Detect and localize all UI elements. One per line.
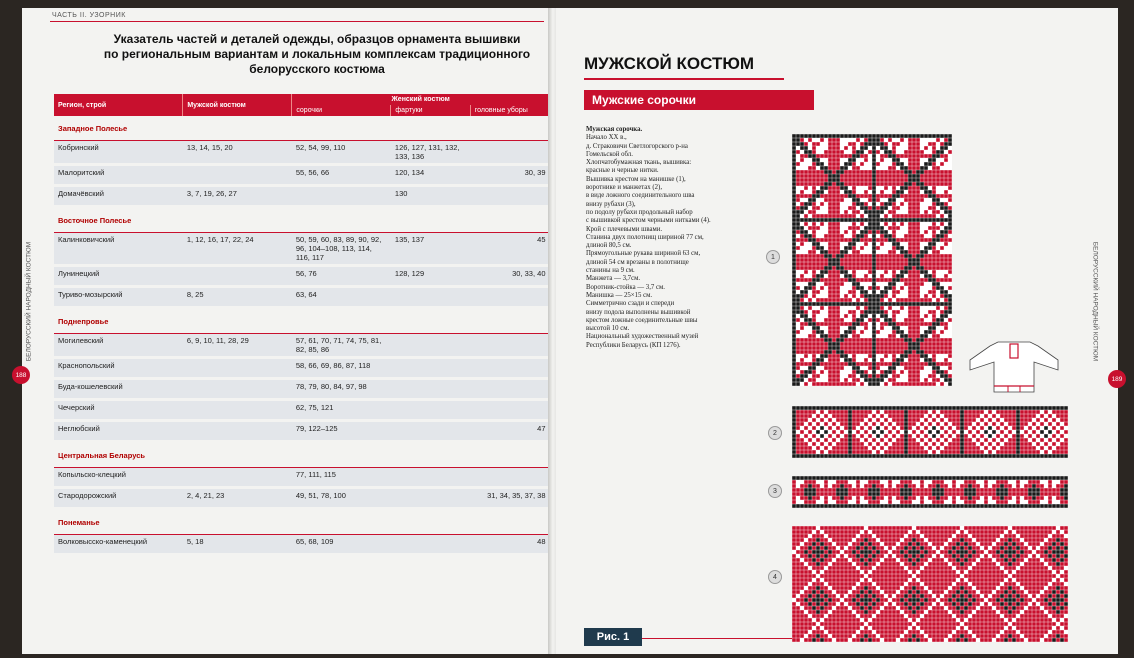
description-line: воротнике и манжетах (2), <box>586 184 663 192</box>
cell-shirts: 77, 111, 115 <box>292 468 391 488</box>
cell-locality: Чечерский <box>54 400 183 421</box>
header-region: Регион, строй <box>54 94 183 116</box>
description-line: Крой с плечевыми швами. <box>586 225 663 233</box>
description-heading: Мужская сорочка. <box>586 126 643 133</box>
cell-locality: Краснопольский <box>54 358 183 379</box>
title-rule <box>584 78 784 80</box>
left-page <box>15 8 552 654</box>
cell-shirts: 50, 59, 60, 83, 89, 90, 92, 96, 104–108, 113, 114, 116, 117 <box>292 233 391 266</box>
cell-aprons <box>391 358 470 379</box>
embroidery-pattern-4 <box>792 526 1070 644</box>
cell-aprons <box>391 287 470 308</box>
table-row <box>54 233 550 266</box>
cell-locality: Кобринский <box>54 141 183 165</box>
table-row <box>54 535 550 555</box>
cell-mens <box>183 468 292 488</box>
embroidery-pattern-3 <box>792 476 1070 510</box>
description-line: Симметрично сзади и спереди <box>586 300 675 308</box>
cell-mens <box>183 379 292 400</box>
cell-mens: 2, 4, 21, 23 <box>183 488 292 509</box>
badge-3: 3 <box>768 484 782 498</box>
shirt-diagram-icon <box>968 338 1060 396</box>
description-line: Вышивка крестом на манишке (1), <box>586 175 686 183</box>
table-row <box>54 165 550 186</box>
right-page-number: 189 <box>1108 370 1126 388</box>
cell-aprons: 130 <box>391 186 470 207</box>
cell-mens: 3, 7, 19, 26, 27 <box>183 186 292 207</box>
cell-mens <box>183 358 292 379</box>
cell-headwear <box>470 358 549 379</box>
description-line: Национальный художественный музей <box>586 333 699 341</box>
cell-shirts <box>292 186 391 207</box>
cell-headwear <box>470 379 549 400</box>
index-title-line-1: Указатель частей и деталей одежды, образцов орнамента вышивки <box>113 32 521 46</box>
cell-shirts: 63, 64 <box>292 287 391 308</box>
index-title-line-2: по региональным вариантам и локальным комплексам традиционного белорусского костюма <box>103 47 531 76</box>
region-label: Понеманье <box>54 509 550 535</box>
cell-aprons <box>391 488 470 509</box>
cell-headwear <box>470 334 549 358</box>
cell-aprons: 135, 137 <box>391 233 470 266</box>
description-line: Манишка — 25×15 см. <box>586 291 653 299</box>
cell-aprons: 128, 129 <box>391 266 470 287</box>
cell-aprons <box>391 535 470 555</box>
description-line: д. Страковичи Светлогорского р-на <box>586 142 688 150</box>
cell-mens: 8, 25 <box>183 287 292 308</box>
left-side-text <box>24 228 36 378</box>
cell-headwear: 30, 33, 40 <box>470 266 549 287</box>
description-line: в виде ложного соединительного шва <box>586 192 695 200</box>
header-headwear: головные уборы <box>470 105 549 116</box>
left-page-number: 188 <box>12 366 30 384</box>
cell-aprons <box>391 400 470 421</box>
description-line: внизу подола выполнены вышивкой <box>586 308 691 316</box>
badge-2: 2 <box>768 426 782 440</box>
table-row <box>54 421 550 442</box>
description-line: Республики Беларусь (КП 1276). <box>586 341 681 349</box>
badge-4: 4 <box>768 570 782 584</box>
table-row <box>54 488 550 509</box>
embroidery-pattern-1 <box>792 134 952 386</box>
cell-shirts: 58, 66, 69, 86, 87, 118 <box>292 358 391 379</box>
description-line: станины на 9 см. <box>586 267 635 275</box>
cell-headwear: 45 <box>470 233 549 266</box>
header-rule <box>50 21 544 22</box>
description-line: крестом ложные соединительные швы <box>586 316 698 324</box>
region-row <box>54 207 550 233</box>
index-title <box>82 32 552 77</box>
table-row <box>54 400 550 421</box>
table-body <box>54 116 550 555</box>
cell-headwear: 31, 34, 35, 37, 38 <box>470 488 549 509</box>
description-line: внизу рубахи (3), <box>586 200 636 208</box>
description-line: Станина двух полотнищ шириной 77 см, <box>586 233 704 241</box>
cell-mens: 1, 12, 16, 17, 22, 24 <box>183 233 292 266</box>
cell-aprons <box>391 468 470 488</box>
cell-headwear: 48 <box>470 535 549 555</box>
cell-mens <box>183 266 292 287</box>
cell-locality: Неглюбский <box>54 421 183 442</box>
cell-aprons: 126, 127, 131, 132, 133, 136 <box>391 141 470 165</box>
cell-headwear <box>470 468 549 488</box>
embroidery-pattern-2 <box>792 406 1070 458</box>
table-row <box>54 379 550 400</box>
header-mens: Мужской костюм <box>183 94 292 116</box>
region-label: Центральная Беларусь <box>54 442 550 468</box>
cell-locality: Волковысско-каменецкий <box>54 535 183 555</box>
cell-headwear <box>470 287 549 308</box>
region-label: Восточное Полесье <box>54 207 550 233</box>
table-row <box>54 358 550 379</box>
cell-headwear <box>470 186 549 207</box>
table-row <box>54 141 550 165</box>
cell-shirts: 65, 68, 109 <box>292 535 391 555</box>
table-row <box>54 266 550 287</box>
cell-headwear <box>470 400 549 421</box>
badge-1: 1 <box>766 250 780 264</box>
description-line: Начало XX в., <box>586 134 627 142</box>
cell-mens: 5, 18 <box>183 535 292 555</box>
description-line: Воротник-стойка — 3,7 см. <box>586 283 666 291</box>
cell-shirts: 55, 56, 66 <box>292 165 391 186</box>
section-subtitle: Мужские сорочки <box>584 90 814 110</box>
cell-shirts: 57, 61, 70, 71, 74, 75, 81, 82, 85, 86 <box>292 334 391 358</box>
cell-shirts: 79, 122–125 <box>292 421 391 442</box>
right-page <box>556 8 1123 654</box>
cell-locality: Калинковичский <box>54 233 183 266</box>
description-line: Манжета — 3,7см. <box>586 275 641 283</box>
cell-shirts: 52, 54, 99, 110 <box>292 141 391 165</box>
table-row <box>54 287 550 308</box>
cell-locality: Копыльско-клецкий <box>54 468 183 488</box>
index-table <box>54 94 550 556</box>
table-row <box>54 468 550 488</box>
cell-aprons <box>391 379 470 400</box>
cell-headwear: 30, 39 <box>470 165 549 186</box>
right-side-label: БЕЛОРУССКИЙ НАРОДНЫЙ КОСТЮМ <box>1091 241 1099 362</box>
table-row <box>54 334 550 358</box>
cell-locality: Буда-кошелевский <box>54 379 183 400</box>
cell-headwear <box>470 141 549 165</box>
cell-mens: 13, 14, 15, 20 <box>183 141 292 165</box>
cell-headwear: 47 <box>470 421 549 442</box>
cell-locality: Лунинецкий <box>54 266 183 287</box>
cell-shirts: 62, 75, 121 <box>292 400 391 421</box>
cell-aprons <box>391 334 470 358</box>
cell-mens <box>183 165 292 186</box>
cell-aprons: 120, 134 <box>391 165 470 186</box>
cell-locality: Могилевский <box>54 334 183 358</box>
region-row <box>54 509 550 535</box>
header-aprons: фартуки <box>391 105 470 116</box>
cell-shirts: 49, 51, 78, 100 <box>292 488 391 509</box>
header-shirts: сорочки <box>292 105 391 116</box>
cell-locality: Туриво-мозырский <box>54 287 183 308</box>
cell-mens <box>183 400 292 421</box>
cell-locality: Малоритский <box>54 165 183 186</box>
description-line: Прямоугольные рукава шириной 63 см, <box>586 250 701 258</box>
table-header-row <box>54 94 550 105</box>
description-line: высотой 10 см. <box>586 325 630 333</box>
table-row <box>54 186 550 207</box>
item-description <box>586 126 758 350</box>
figure-label: Рис. 1 <box>584 628 642 646</box>
description-line: длиной 54 см врезаны в полотнище <box>586 258 689 266</box>
page-title: МУЖСКОЙ КОСТЮМ <box>584 54 755 73</box>
region-row <box>54 116 550 141</box>
cell-aprons <box>391 421 470 442</box>
cell-locality: Стародорожский <box>54 488 183 509</box>
left-side-label: БЕЛОРУССКИЙ НАРОДНЫЙ КОСТЮМ <box>25 241 33 362</box>
description-line: красные и черные нитки. <box>586 167 659 175</box>
region-row <box>54 442 550 468</box>
description-line: Хлопчатобумажная ткань, вышивка: <box>586 159 692 167</box>
description-lines <box>586 134 758 350</box>
region-label: Западное Полесье <box>54 116 550 141</box>
description-line: по подолу рубахи продольный набор <box>586 208 693 216</box>
cell-locality: Домачёвский <box>54 186 183 207</box>
cell-mens: 6, 9, 10, 11, 28, 29 <box>183 334 292 358</box>
description-line: Гомельской обл. <box>586 150 633 158</box>
cell-mens <box>183 421 292 442</box>
description-line: с вышивкой крестом черными нитками (4). <box>586 217 711 225</box>
cell-shirts: 56, 76 <box>292 266 391 287</box>
right-side-text <box>1090 228 1102 378</box>
region-row <box>54 308 550 334</box>
description-line: длиной 80,5 см. <box>586 242 632 250</box>
header-womens: Женский костюм <box>292 94 550 105</box>
cell-shirts: 78, 79, 80, 84, 97, 98 <box>292 379 391 400</box>
running-head: ЧАСТЬ II. УЗОРНИК <box>52 12 126 19</box>
figure-rule <box>642 638 792 639</box>
region-label: Поднепровье <box>54 308 550 334</box>
